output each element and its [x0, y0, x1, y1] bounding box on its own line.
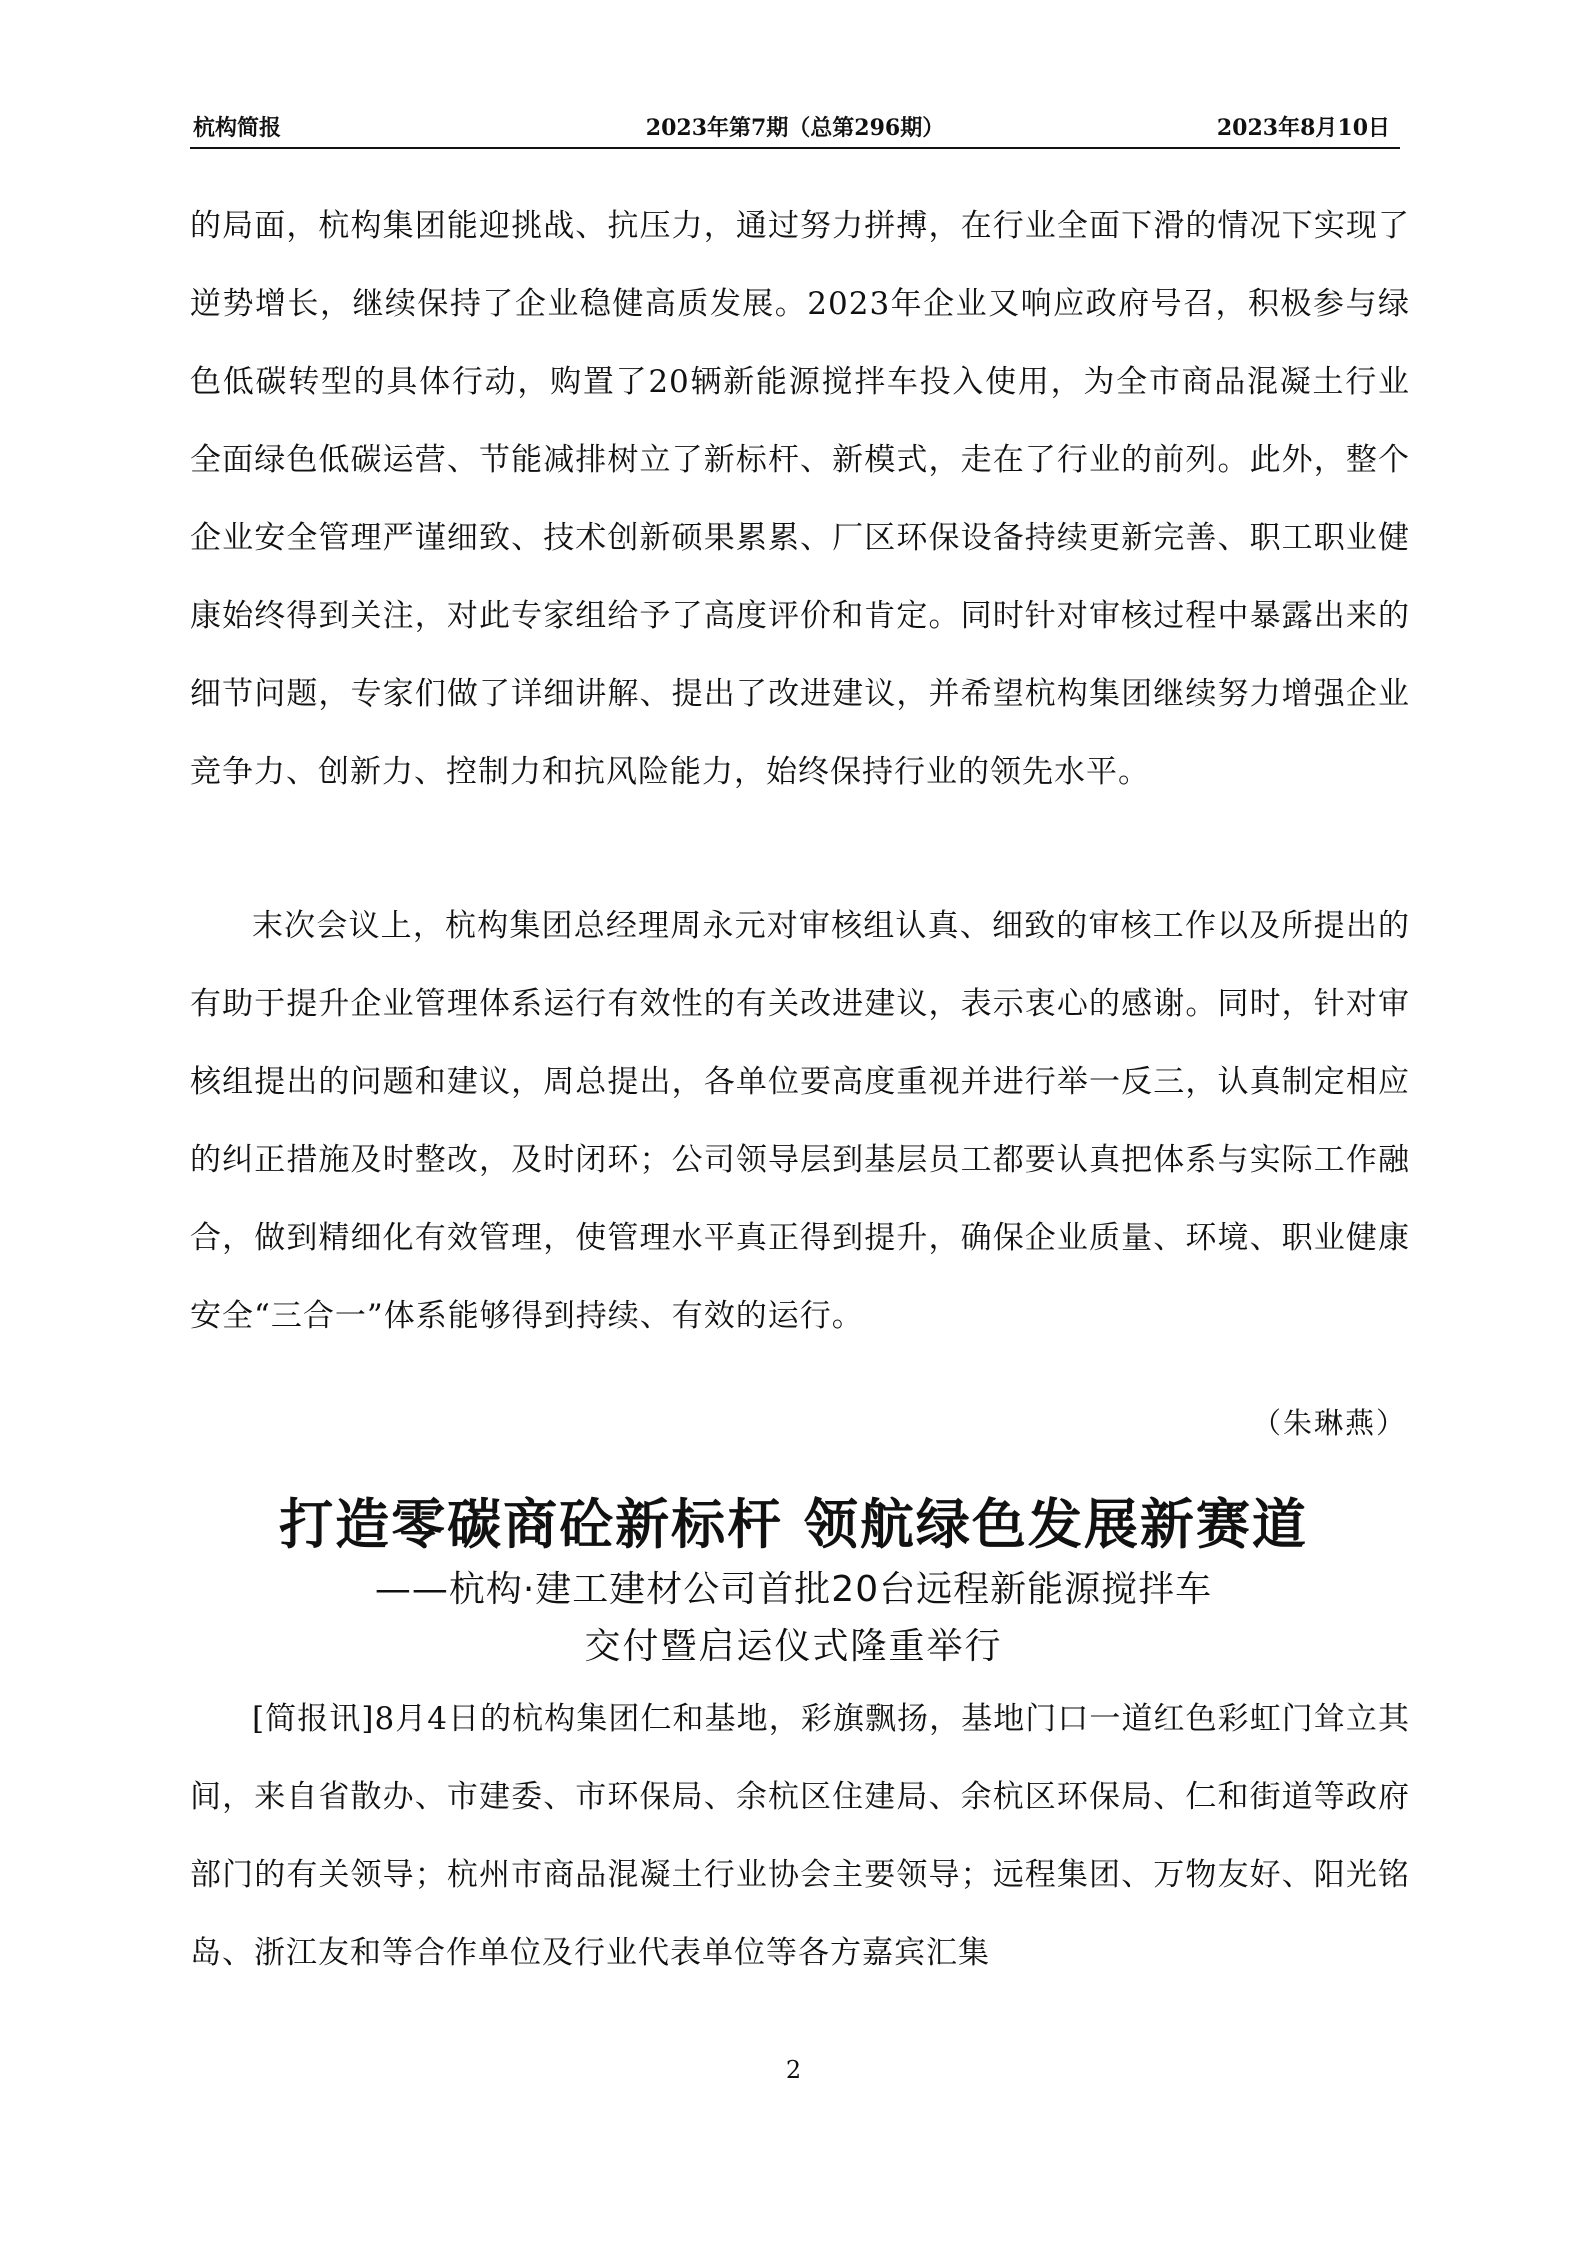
header-divider	[190, 147, 1400, 149]
article-lead-paragraph: [简报讯]8月4日的杭构集团仁和基地，彩旗飘扬，基地门口一道红色彩虹门耸立其间，来自省散办、市建委、市环保局、余杭区住建局、余杭区环保局、仁和街道等政府部门的有关领导；杭州市商品混凝土行业协会主要领导；远程集团、万物友好、阳光铭岛、浙江友和等合作单位及行业代表单位等各方嘉宾汇集	[190, 1701, 1410, 1971]
article-title: 打造零碳商砼新标杆 领航绿色发展新赛道	[279, 1493, 1308, 1556]
page-number: 2	[785, 2056, 802, 2084]
article-subtitle-line-2: 交付暨启运仪式隆重举行	[584, 1626, 1003, 1667]
article-subtitle-line-1: ——杭构·建工建材公司首批20台远程新能源搅拌车	[374, 1569, 1213, 1610]
publication-name: 杭构简报	[193, 115, 282, 141]
issue-number: 2023年第7期（总第296期）	[645, 115, 945, 141]
continued-paragraph: 的局面，杭构集团能迎挑战、抗压力，通过努力拼搏，在行业全面下滑的情况下实现了逆势增长，继续保持了企业稳健高质发展。2023年企业又响应政府号召，积极参与绿色低碳转型的具体行动，购置了20辆新能源搅拌车投入使用，为全市商品混凝土行业全面绿色低碳运营、节能减排树立了新标杆、新模式，走在了行业的前列。此外，整个企业安全管理严谨细致、技术创新硕果累累、厂区环保设备持续更新完善、职工职业健康始终得到关注，对此专家组给予了高度评价和肯定。同时针对审核过程中暴露出来的细节问题，专家们做了详细讲解、提出了改进建议，并希望杭构集团继续努力增强企业竞争力、创新力、控制力和抗风险能力，始终保持行业的领先水平。	[190, 208, 1410, 790]
author-credit: （朱琳燕）	[1251, 1406, 1407, 1440]
page-header	[190, 108, 1400, 148]
closing-meeting-paragraph: 末次会议上，杭构集团总经理周永元对审核组认真、细致的审核工作以及所提出的有助于提升企业管理体系运行有效性的有关改进建议，表示衷心的感谢。同时，针对审核组提出的问题和建议，周总提出，各单位要高度重视并进行举一反三，认真制定相应的纠正措施及时整改，及时闭环；公司领导层到基层员工都要认真把体系与实际工作融合，做到精细化有效管理，使管理水平真正得到提升，确保企业质量、环境、职业健康安全“三合一”体系能够得到持续、有效的运行。	[190, 908, 1410, 1334]
issue-date: 2023年8月10日	[1216, 115, 1390, 141]
